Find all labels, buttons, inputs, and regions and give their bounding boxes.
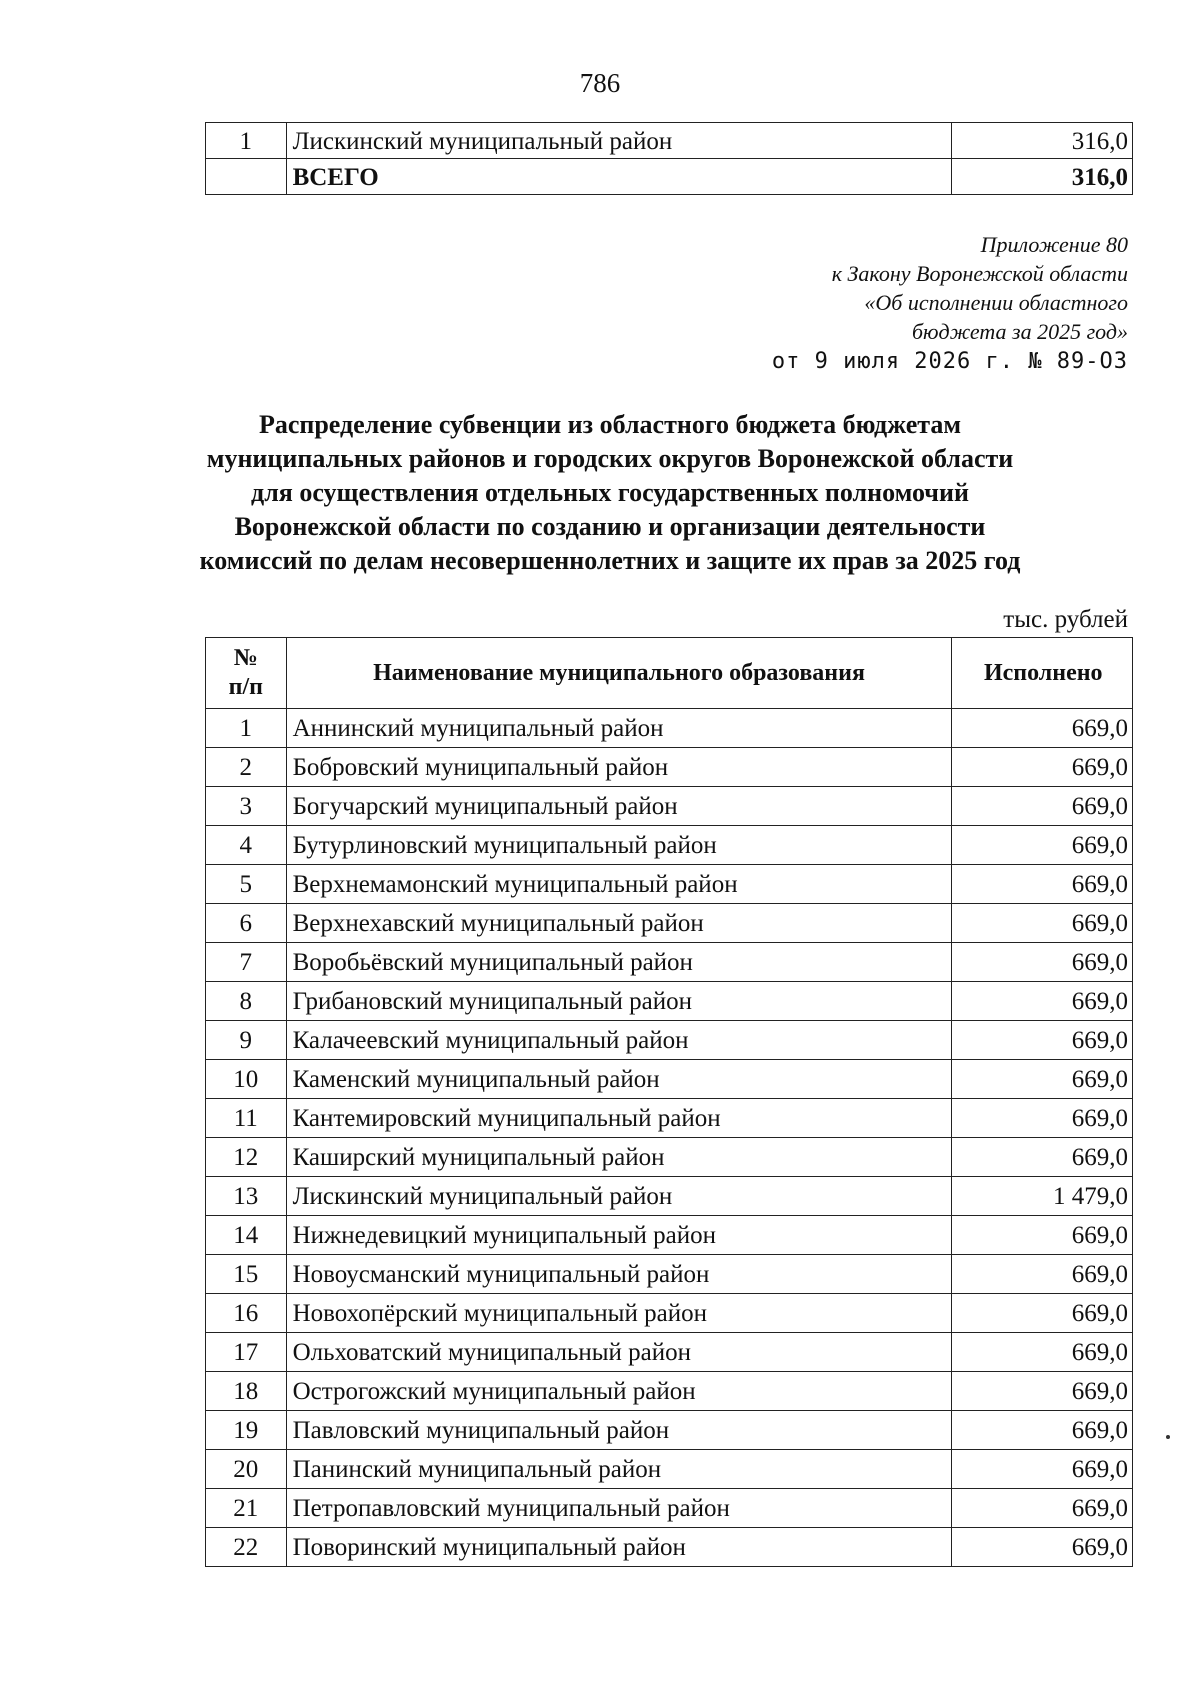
header-num-line1: №: [233, 645, 258, 672]
row-number: 19: [206, 1411, 287, 1450]
row-number: 17: [206, 1333, 287, 1372]
municipality-name: Аннинский муниципальный район: [286, 709, 952, 748]
row-number: 15: [206, 1255, 287, 1294]
row-number: 5: [206, 865, 287, 904]
municipality-name: Грибановский муниципальный район: [286, 982, 952, 1021]
table-row: [206, 1060, 1133, 1099]
document-title: [160, 408, 1060, 578]
row-number: 14: [206, 1216, 287, 1255]
page-number: 786: [579, 68, 621, 98]
row-number: 9: [206, 1021, 287, 1060]
row-number: 10: [206, 1060, 287, 1099]
table-row: [206, 1099, 1133, 1138]
title-line: комиссий по делам несовершеннолетних и защите их прав за 2025 год: [199, 546, 1021, 575]
executed-amount: 316,0: [952, 123, 1133, 159]
row-number: 3: [206, 787, 287, 826]
header-num: [206, 638, 287, 709]
executed-amount: 669,0: [952, 982, 1133, 1021]
table-row: [206, 1216, 1133, 1255]
executed-amount: 669,0: [952, 1138, 1133, 1177]
table-row: [206, 1021, 1133, 1060]
municipality-name: Кантемировский муниципальный район: [286, 1099, 952, 1138]
executed-amount: 669,0: [952, 1411, 1133, 1450]
municipality-name: Калачеевский муниципальный район: [286, 1021, 952, 1060]
municipality-name: Петропавловский муниципальный район: [286, 1489, 952, 1528]
header-name: Наименование муниципального образования: [286, 638, 952, 709]
table-row: [206, 709, 1133, 748]
executed-amount: 669,0: [952, 1528, 1133, 1567]
table-row: [206, 787, 1133, 826]
title-line: муниципальных районов и городских округов Воронежской области: [206, 444, 1014, 473]
executed-amount: 669,0: [952, 787, 1133, 826]
row-number: 18: [206, 1372, 287, 1411]
municipality-name: Острогожский муниципальный район: [286, 1372, 952, 1411]
previous-table-body: [206, 123, 1133, 159]
executed-amount: 669,0: [952, 865, 1133, 904]
previous-page-table: [205, 122, 1133, 195]
executed-amount: 669,0: [952, 748, 1133, 787]
municipality-name: Лискинский муниципальный район: [286, 123, 952, 159]
municipality-name: Верхнемамонский муниципальный район: [286, 865, 952, 904]
row-number: 16: [206, 1294, 287, 1333]
total-value: 316,0: [952, 159, 1133, 195]
table-row: [206, 1528, 1133, 1567]
municipality-name: Богучарский муниципальный район: [286, 787, 952, 826]
row-number: 6: [206, 904, 287, 943]
law-date-stamp: от 9 июля 2026 г. № 89-ОЗ: [771, 349, 1128, 374]
row-number: 20: [206, 1450, 287, 1489]
municipality-name: Воробьёвский муниципальный район: [286, 943, 952, 982]
total-num-cell: [206, 159, 287, 195]
municipality-name: Лискинский муниципальный район: [286, 1177, 952, 1216]
table-row: [206, 1372, 1133, 1411]
executed-amount: 669,0: [952, 1489, 1133, 1528]
executed-amount: 669,0: [952, 1216, 1133, 1255]
row-number: 8: [206, 982, 287, 1021]
executed-amount: 669,0: [952, 943, 1133, 982]
municipality-name: Панинский муниципальный район: [286, 1450, 952, 1489]
header-row: [206, 638, 1133, 709]
row-number: 22: [206, 1528, 287, 1567]
table-row: [206, 904, 1133, 943]
units-label: тыс. рублей: [1003, 606, 1128, 633]
municipality-name: Бутурлиновский муниципальный район: [286, 826, 952, 865]
executed-amount: 669,0: [952, 709, 1133, 748]
table-row: [206, 1138, 1133, 1177]
table-row: [206, 982, 1133, 1021]
row-number: 12: [206, 1138, 287, 1177]
municipality-name: Нижнедевицкий муниципальный район: [286, 1216, 952, 1255]
table-row: [206, 123, 1133, 159]
table-row: [206, 1333, 1133, 1372]
table-row: [206, 1489, 1133, 1528]
row-number: 2: [206, 748, 287, 787]
appendix-line: Приложение 80: [980, 232, 1128, 257]
municipality-name: Поворинский муниципальный район: [286, 1528, 952, 1567]
row-number: 1: [206, 123, 287, 159]
row-number: 4: [206, 826, 287, 865]
title-line: для осуществления отдельных государственных полномочий: [251, 478, 969, 507]
appendix-line: «Об исполнении областного: [864, 290, 1128, 315]
row-number: 1: [206, 709, 287, 748]
row-number: 11: [206, 1099, 287, 1138]
appendix-line: бюджета за 2025 год»: [911, 319, 1128, 344]
table-row: [206, 826, 1133, 865]
municipality-name: Новохопёрский муниципальный район: [286, 1294, 952, 1333]
table-row: [206, 1294, 1133, 1333]
title-line: Воронежской области по созданию и организации деятельности: [234, 512, 986, 541]
executed-amount: 669,0: [952, 1372, 1133, 1411]
municipality-name: Бобровский муниципальный район: [286, 748, 952, 787]
executed-amount: 669,0: [952, 1060, 1133, 1099]
scan-speck: [1166, 1435, 1170, 1439]
table-row: [206, 865, 1133, 904]
municipality-name: Новоусманский муниципальный район: [286, 1255, 952, 1294]
total-label: ВСЕГО: [286, 159, 952, 195]
municipality-name: Верхнехавский муниципальный район: [286, 904, 952, 943]
executed-amount: 669,0: [952, 826, 1133, 865]
appendix-line: к Закону Воронежской области: [831, 261, 1128, 286]
executed-amount: 669,0: [952, 1333, 1133, 1372]
row-number: 13: [206, 1177, 287, 1216]
executed-amount: 1 479,0: [952, 1177, 1133, 1216]
executed-amount: 669,0: [952, 1294, 1133, 1333]
total-row: [206, 159, 1133, 195]
executed-amount: 669,0: [952, 1255, 1133, 1294]
table-row: [206, 748, 1133, 787]
table-header: [206, 638, 1133, 709]
title-line: Распределение субвенции из областного бюджета бюджетам: [258, 410, 962, 439]
municipality-name: Павловский муниципальный район: [286, 1411, 952, 1450]
municipality-name: Каменский муниципальный район: [286, 1060, 952, 1099]
table-row: [206, 1255, 1133, 1294]
table-row: [206, 943, 1133, 982]
header-num-line2: п/п: [228, 674, 263, 700]
executed-amount: 669,0: [952, 904, 1133, 943]
table-body: [206, 709, 1133, 1567]
executed-amount: 669,0: [952, 1450, 1133, 1489]
row-number: 7: [206, 943, 287, 982]
table-row: [206, 1177, 1133, 1216]
executed-amount: 669,0: [952, 1021, 1133, 1060]
table-row: [206, 1411, 1133, 1450]
table-row: [206, 1450, 1133, 1489]
municipality-name: Каширский муниципальный район: [286, 1138, 952, 1177]
municipality-name: Ольховатский муниципальный район: [286, 1333, 952, 1372]
appendix-reference: [832, 230, 1128, 346]
row-number: 21: [206, 1489, 287, 1528]
executed-amount: 669,0: [952, 1099, 1133, 1138]
header-value: Исполнено: [952, 638, 1133, 709]
distribution-table: [205, 637, 1133, 1567]
